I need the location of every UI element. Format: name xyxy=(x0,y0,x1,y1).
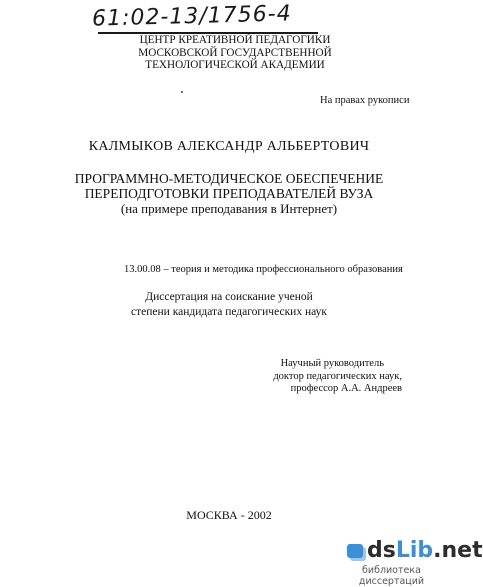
logo-accent: Lib xyxy=(395,538,434,563)
dslib-logo-text xyxy=(367,538,483,563)
specialty-code: 13.00.08 – теория и методика профессионального образования xyxy=(124,264,403,275)
dslib-subtitle: библиотека диссертаций xyxy=(358,565,425,587)
title-line-2: ПЕРЕПОДГОТОВКИ ПРЕПОДАВАТЕЛЕЙ ВУЗА xyxy=(84,186,374,201)
organization-line-1: ЦЕНТР КРЕАТИВНОЙ ПЕДАГОГИКИ xyxy=(139,34,331,46)
dissertation-title xyxy=(0,171,450,216)
title-subtitle: (на примере преподавания в Интернет) xyxy=(120,201,338,216)
dslib-watermark[interactable] xyxy=(333,535,483,587)
title-line-1: ПРОГРАММНО-МЕТОДИЧЕСКОЕ ОБЕСПЕЧЕНИЕ xyxy=(74,171,384,186)
supervisor-role: Научный руководитель xyxy=(280,358,384,369)
supervisor-degree: доктор педагогических наук, xyxy=(273,370,402,382)
dslib-logo-icon xyxy=(347,544,363,558)
supervisor-name: профессор А.А. Андреев xyxy=(290,383,402,394)
organization-line-3: ТЕХНОЛОГИЧЕСКОЙ АКАДЕМИИ xyxy=(145,59,325,71)
degree-statement xyxy=(0,290,450,320)
rights-notice: На правах рукописи xyxy=(320,95,410,106)
archive-stamp: 61:02-13/1756-4 xyxy=(91,1,292,32)
logo-tail: .net xyxy=(433,538,483,563)
supervisor-block xyxy=(273,358,402,396)
city-year: МОСКВА - 2002 xyxy=(186,508,272,522)
organization-header xyxy=(0,34,450,72)
degree-line-2: степени кандидата педагогических наук xyxy=(131,306,327,318)
author-name: КАЛМЫКОВ АЛЕКСАНДР АЛЬБЕРТОВИЧ xyxy=(88,139,370,154)
organization-line-2: МОСКОВСКОЙ ГОСУДАРСТВЕННОЙ xyxy=(138,46,332,59)
logo-main: ds xyxy=(367,538,396,563)
scan-speck xyxy=(181,91,183,93)
degree-line-1: Диссертация на соискание ученой xyxy=(145,291,313,303)
